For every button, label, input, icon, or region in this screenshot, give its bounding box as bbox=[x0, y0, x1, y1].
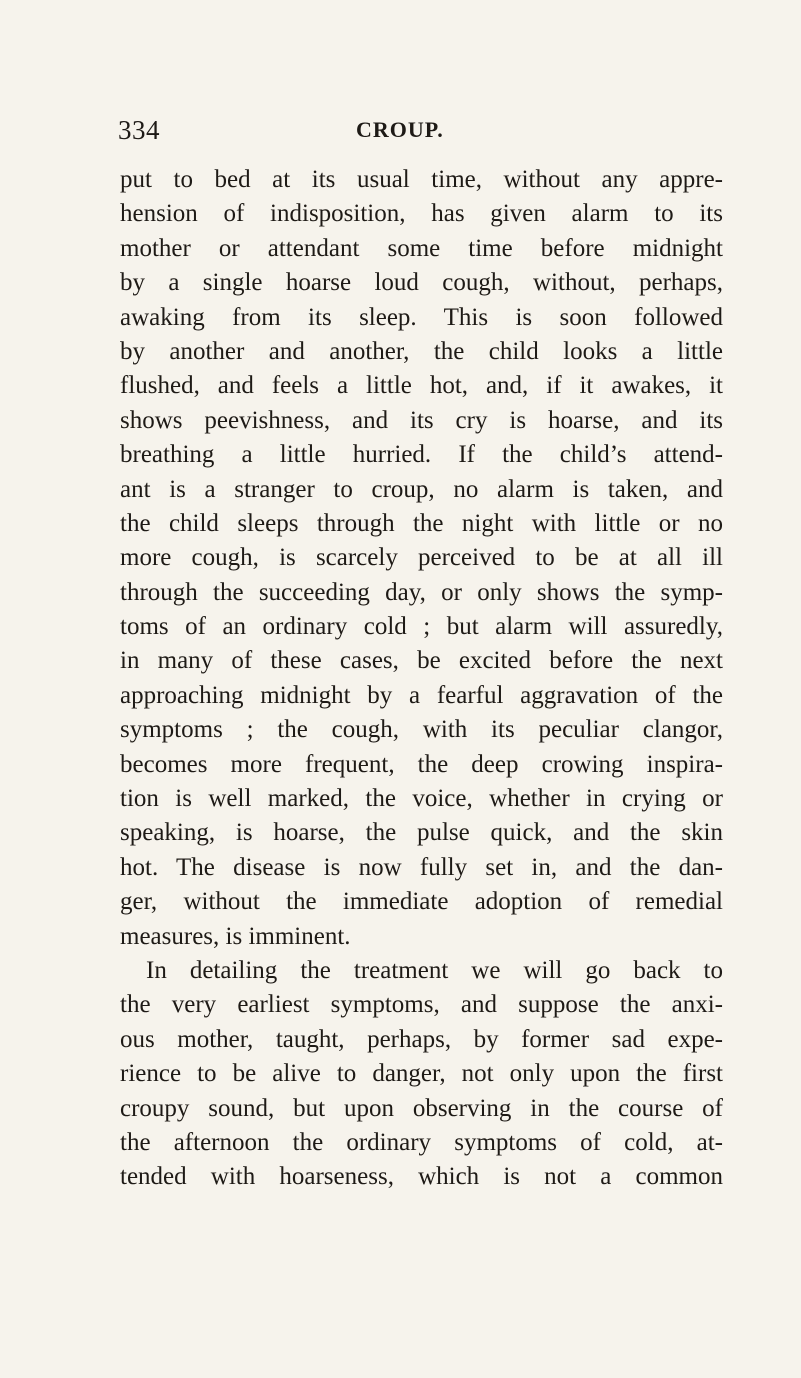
text-line: awaking from its sleep. This is soon followed bbox=[120, 303, 723, 331]
running-title: CROUP. bbox=[356, 117, 444, 142]
text-line: approaching midnight by a fearful aggravation of the bbox=[120, 681, 723, 709]
text-line: tended with hoarseness, which is not a common bbox=[120, 1163, 723, 1191]
text-line: flushed, and feels a little hot, and, if it awakes, it bbox=[120, 372, 723, 400]
running-head bbox=[118, 112, 723, 148]
text-line: ous mother, taught, perhaps, by former sad expe- bbox=[120, 1025, 723, 1053]
text-line: rience to be alive to danger, not only upon the first bbox=[120, 1060, 723, 1088]
text-line: the afternoon the ordinary symptoms of cold, at- bbox=[120, 1128, 723, 1156]
text-line: ant is a stranger to croup, no alarm is taken, and bbox=[120, 475, 723, 503]
text-line: speaking, is hoarse, the pulse quick, and the skin bbox=[120, 819, 723, 847]
text-line: hot. The disease is now fully set in, and the dan- bbox=[120, 853, 723, 881]
page-number: 334 bbox=[118, 115, 160, 145]
text-line: breathing a little hurried. If the child’s attend- bbox=[120, 441, 723, 469]
text-line: shows peevishness, and its cry is hoarse, and its bbox=[120, 406, 723, 434]
text-line: symptoms ; the cough, with its peculiar clangor, bbox=[120, 716, 723, 744]
text-line: through the succeeding day, or only shows the symp- bbox=[120, 578, 723, 606]
paragraph-end-line: measures, is imminent. bbox=[120, 922, 351, 950]
text-line: tion is well marked, the voice, whether in crying or bbox=[120, 785, 723, 813]
text-line: hension of indisposition, has given alarm to its bbox=[120, 200, 723, 228]
text-line: put to bed at its usual time, without any appre- bbox=[120, 166, 723, 193]
body-text bbox=[120, 163, 723, 1195]
paragraph-start-line: In detailing the treatment we will go back to bbox=[146, 956, 723, 984]
text-line: the very earliest symptoms, and suppose the anxi- bbox=[120, 991, 723, 1019]
text-line: in many of these cases, be excited before the next bbox=[120, 647, 723, 675]
text-line: the child sleeps through the night with little or no bbox=[120, 509, 723, 537]
text-line: ger, without the immediate adoption of remedial bbox=[120, 888, 723, 916]
text-line: croupy sound, but upon observing in the course of bbox=[120, 1094, 723, 1122]
text-line: by a single hoarse loud cough, without, perhaps, bbox=[120, 269, 723, 297]
text-line: by another and another, the child looks a little bbox=[120, 337, 723, 365]
text-line: toms of an ordinary cold ; but alarm will assuredly, bbox=[120, 613, 723, 641]
text-line: mother or attendant some time before midnight bbox=[120, 234, 723, 262]
text-line: more cough, is scarcely perceived to be at all ill bbox=[120, 544, 723, 572]
text-line: becomes more frequent, the deep crowing inspira- bbox=[120, 750, 723, 778]
